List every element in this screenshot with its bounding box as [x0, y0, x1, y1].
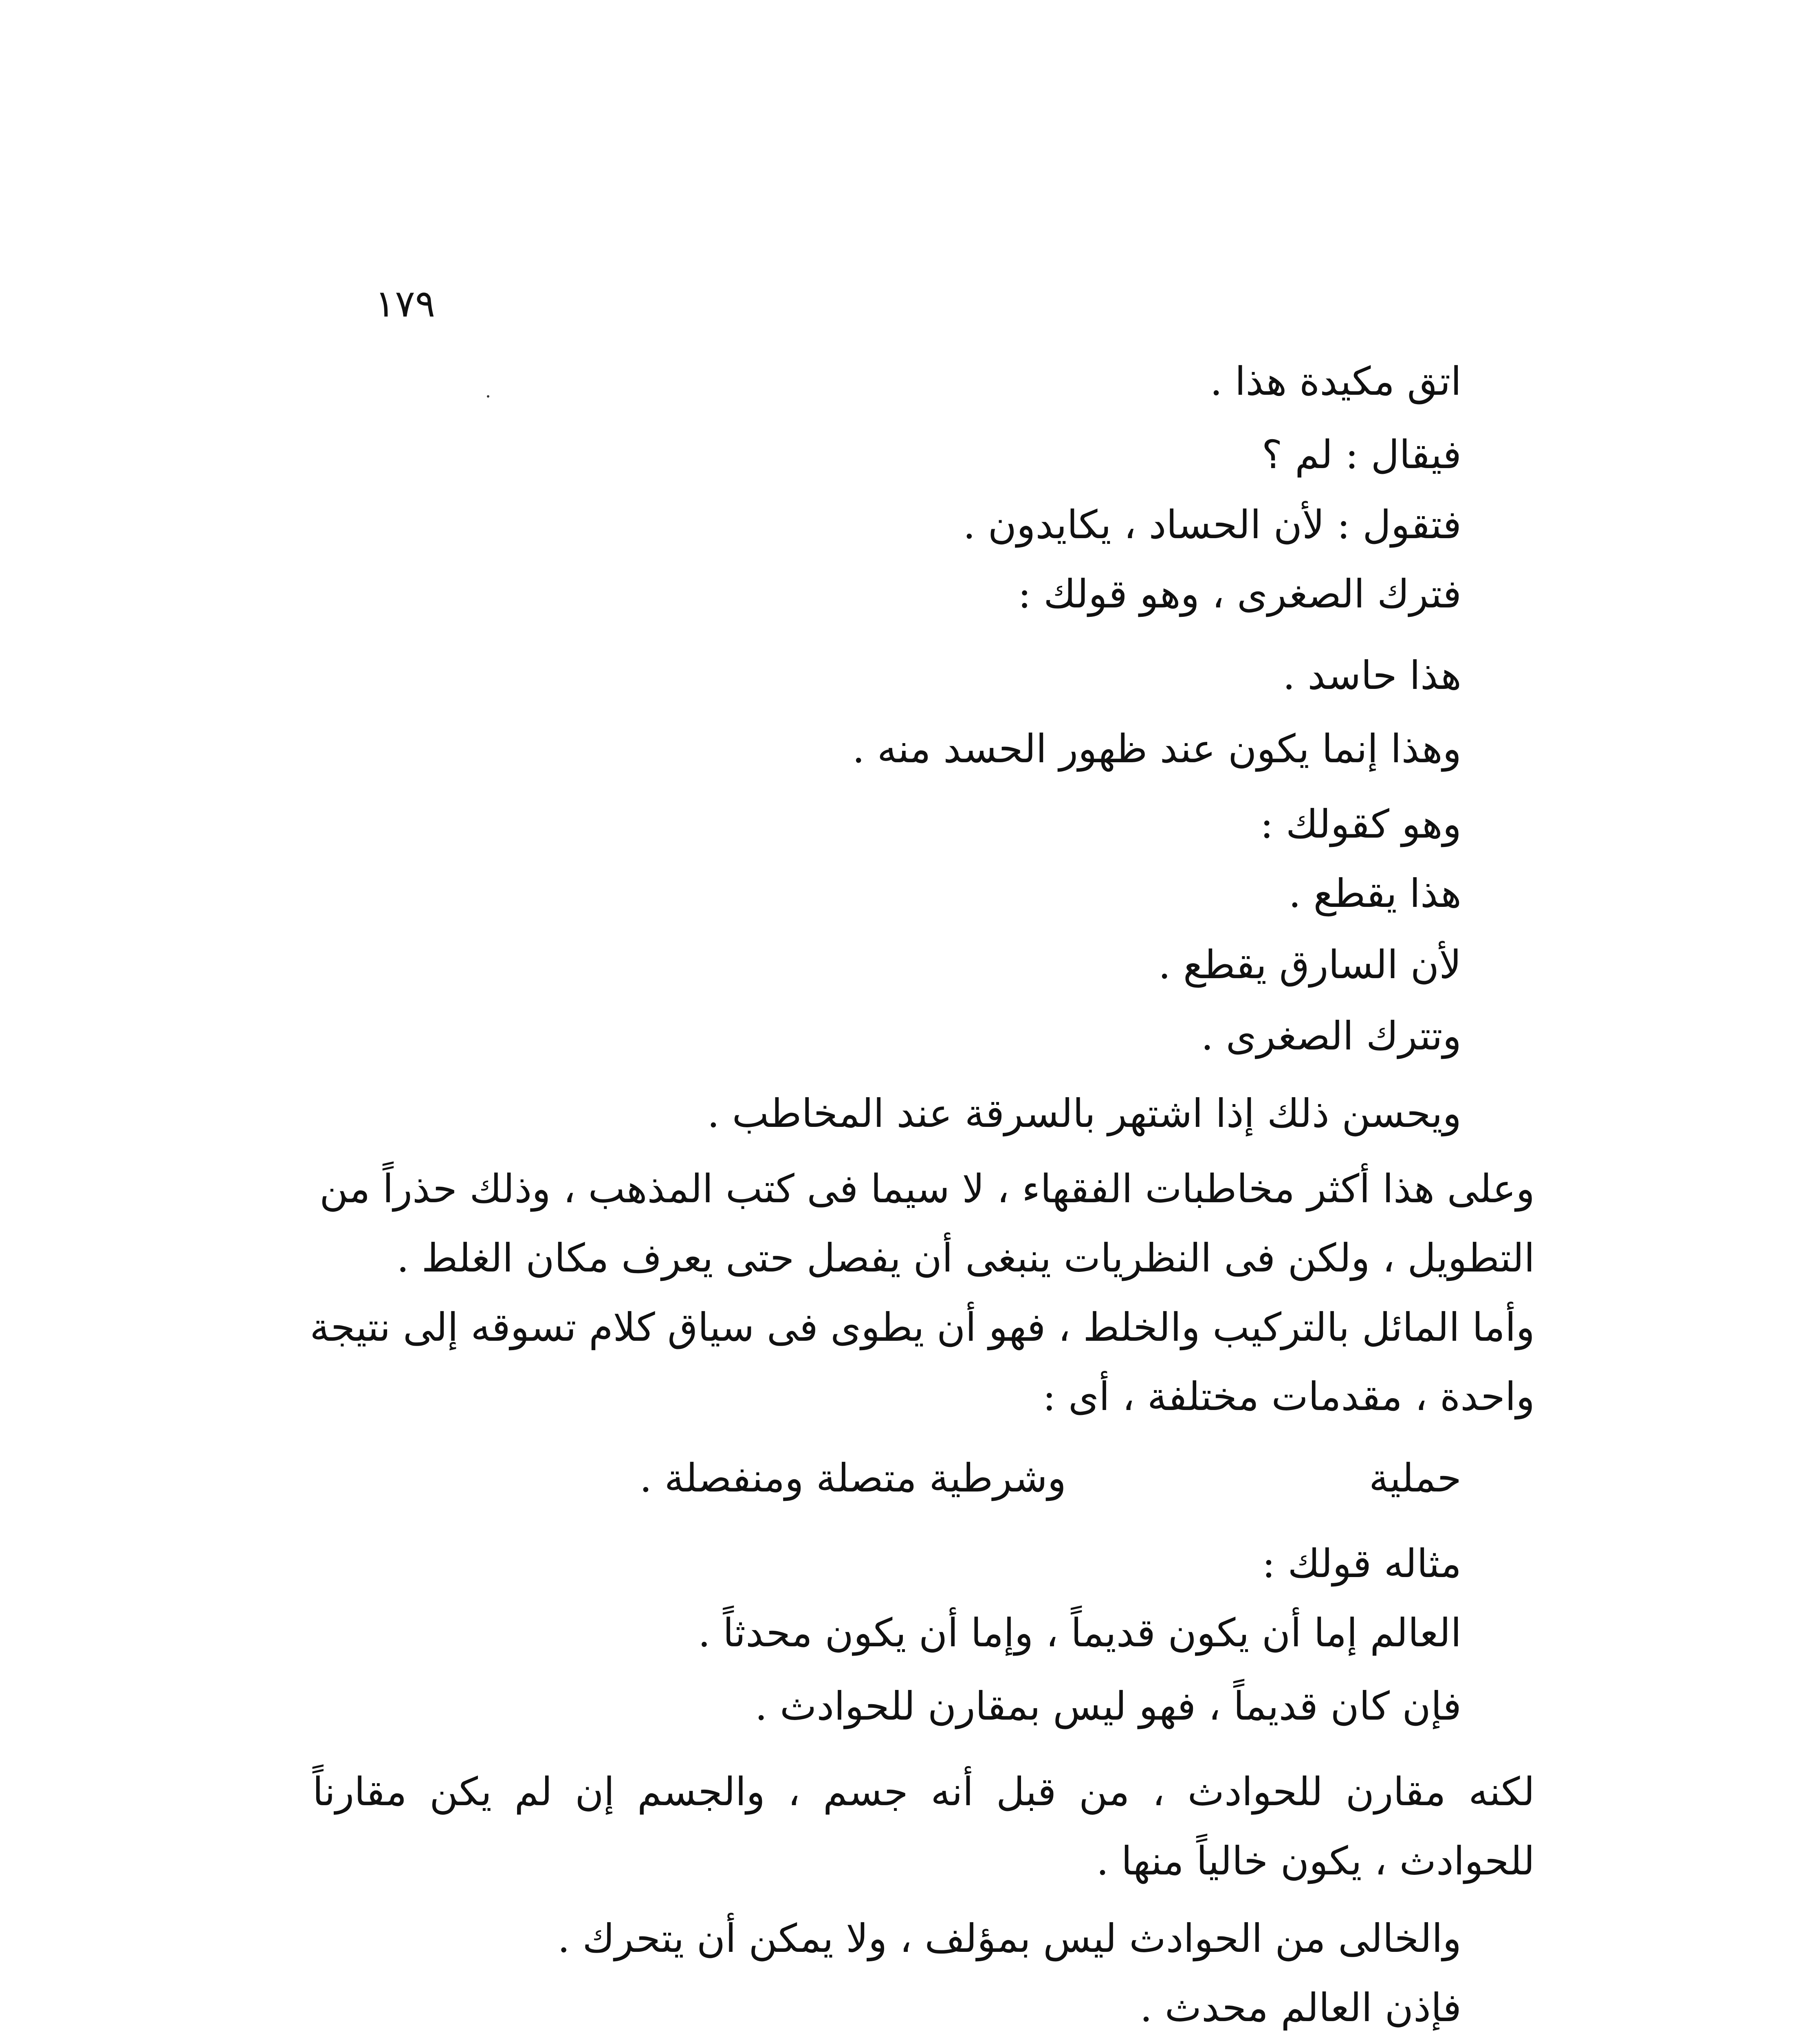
text-line: للحوادث ، يكون خالياً منها . [1096, 1838, 1535, 1884]
text-line: التطويل ، ولكن فى النظريات ينبغى أن يفصل حتى يعرف مكان الغلط . [396, 1235, 1535, 1281]
text-line: فإذن العالم محدث . [1140, 1985, 1461, 2030]
text-line: فيقال : لم ؟ [1261, 432, 1461, 477]
text-line: لأن السارق يقطع . [1158, 942, 1461, 988]
text-line: اتق مكيدة هذا . [1210, 359, 1461, 404]
text-line: وتترك الصغرى . [1201, 1013, 1461, 1059]
scan-speck [487, 395, 489, 398]
text-line: وهذا إنما يكون عند ظهور الحسد منه . [852, 726, 1461, 772]
text-line: فتقول : لأن الحساد ، يكايدون . [963, 502, 1461, 548]
text-line: فإن كان قديماً ، فهو ليس بمقارن للحوادث . [755, 1683, 1461, 1729]
text-line: وهو كقولك : [1260, 801, 1461, 847]
text-line: والخالى من الحوادث ليس بمؤلف ، ولا يمكن أن يتحرك . [557, 1916, 1461, 1961]
term-categorical: حملية [1369, 1455, 1461, 1501]
text-line: وأما المائل بالتركيب والخلط ، فهو أن يطوى فى سياق كلام تسوقه إلى نتيجة [310, 1304, 1535, 1350]
text-line: فترك الصغرى ، وهو قولك : [1018, 571, 1461, 617]
page-number: ١٧٩ [375, 282, 436, 326]
text-line: ويحسن ذلك إذا اشتهر بالسرقة عند المخاطب . [707, 1091, 1461, 1136]
text-line: هذا حاسد . [1283, 653, 1461, 698]
text-line: لكنه مقارن للحوادث ، من قبل أنه جسم ، والجسم إن لم يكن مقارناً [313, 1769, 1535, 1815]
term-conditional: وشرطية متصلة ومنفصلة . [639, 1455, 1066, 1501]
text-line: مثاله قولك : [1262, 1541, 1461, 1586]
text-line: وعلى هذا أكثر مخاطبات الفقهاء ، لا سيما فى كتب المذهب ، وذلك حذراً من [319, 1166, 1535, 1212]
text-line: هذا يقطع . [1288, 871, 1461, 916]
text-line: العالم إما أن يكون قديماً ، وإما أن يكون محدثاً . [698, 1610, 1461, 1656]
text-line: واحدة ، مقدمات مختلفة ، أى : [1043, 1374, 1535, 1419]
